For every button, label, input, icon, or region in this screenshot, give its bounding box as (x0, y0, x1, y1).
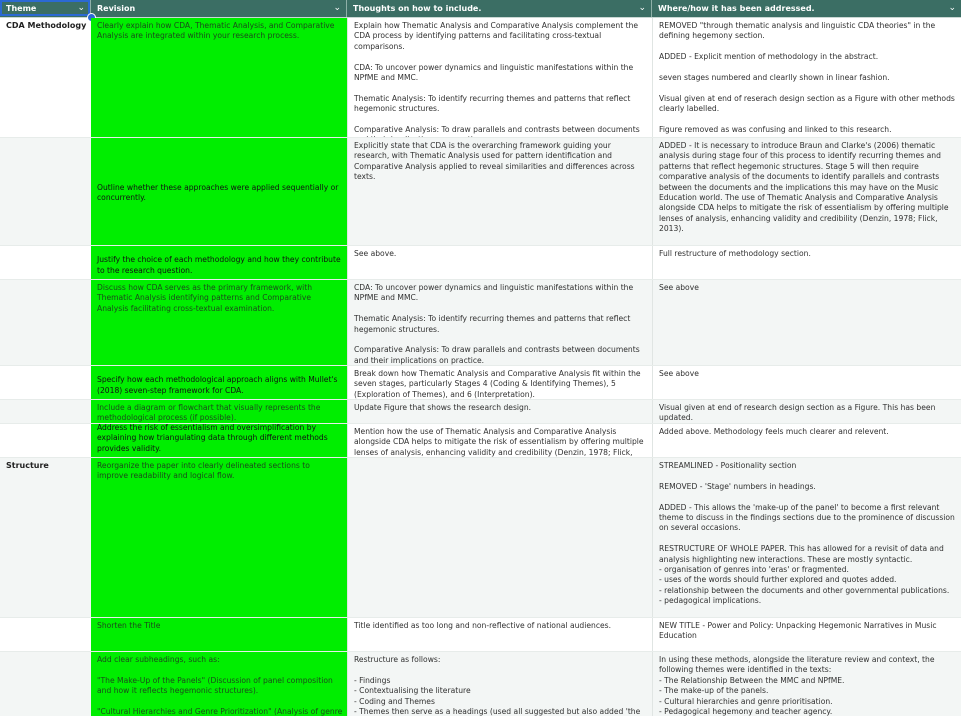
header-revision-label: Revision (97, 4, 136, 13)
table-row (0, 652, 961, 716)
revision-cell[interactable] (91, 400, 347, 423)
thoughts-cell[interactable]: See above. (347, 246, 652, 279)
revision-text: Clearly explain how CDA, Thematic Analysis, and Comparative Analysis are integrated within your research process. (97, 21, 335, 41)
theme-cell[interactable] (0, 652, 91, 716)
header-where[interactable] (652, 0, 961, 17)
revision-text: Reorganize the paper into clearly delineated sections to improve readability and logical flow. (97, 461, 310, 481)
header-theme-label: Theme (6, 4, 37, 13)
theme-cell[interactable] (0, 246, 91, 279)
revision-cell[interactable] (91, 18, 347, 137)
table-row (0, 400, 961, 424)
where-cell[interactable]: In using these methods, alongside the literature review and context, the following themes were identified in the texts: - The Relationship Between the MMC and NPfME. - The make-up of the panels. - Cultural hierarchies and genre prioritisation. - Pedagogical hegemony and teacher agency. (652, 652, 961, 716)
theme-cell[interactable]: CDA Methodology (6, 21, 87, 30)
thoughts-cell[interactable]: Break down how Thematic Analysis and Comparative Analysis fit within the seven stages, particularly Stages 4 (Coding & Identifying Themes), 5 (Exploration of Themes), and 6 (Interpretation). (347, 366, 652, 399)
revision-text: Add clear subheadings, such as: "The Make-Up of the Panels" (Discussion of panel composition and how it reflects hegemonic structures). "Cultural Hierarchies and Genre Prioritization" (Analysis of genre (97, 655, 343, 716)
table-row (0, 246, 961, 280)
revision-cell[interactable] (91, 366, 347, 399)
chevron-down-icon[interactable]: ⌄ (77, 3, 85, 13)
revision-cell[interactable] (91, 618, 347, 651)
revision-text: Justify the choice of each methodology and how they contribute to the research question. (97, 255, 341, 275)
thoughts-cell[interactable]: Explicitly state that CDA is the overarching framework guiding your research, with Thematic Analysis used for pattern identification and Comparative Analysis applied to reveal similarities and differences across texts. (347, 138, 652, 245)
revision-cell[interactable] (91, 424, 347, 457)
table-row (0, 138, 961, 246)
thoughts-cell[interactable]: Update Figure that shows the research design. (347, 400, 652, 423)
theme-cell[interactable] (0, 400, 91, 423)
table-row (0, 458, 961, 618)
revision-cell[interactable] (91, 280, 347, 365)
revision-text: Discuss how CDA serves as the primary framework, with Thematic Analysis identifying patterns and Comparative Analysis facilitating cross-textual examination. (97, 283, 313, 313)
thoughts-cell[interactable]: Title identified as too long and non-reflective of national audiences. (347, 618, 652, 651)
where-cell[interactable]: Full restructure of methodology section. (652, 246, 961, 279)
where-cell[interactable]: See above (652, 366, 961, 399)
where-cell[interactable]: STREAMLINED - Positionality section REMOVED - 'Stage' numbers in headings. ADDED - This allows the 'make-up of the panel' to become a first relevant theme to discuss in the findings sections due to the prominence of discussion on several occasions. RESTRUCTURE OF WHOLE PAPER. This has allowed for a revisit of data and analysis highlighting new interactions. These are mostly syntactic. - organisation of genres into 'eras' or fragmented. - uses of the words should further explored and quotes added. - relationship between the documents and other governmental publications. - pedagogical implications. (652, 458, 961, 617)
active-cell-selection (0, 0, 90, 16)
table-row (0, 18, 961, 138)
chevron-down-icon[interactable]: ⌄ (948, 3, 956, 13)
theme-cell[interactable] (0, 618, 91, 651)
revision-text: Address the risk of essentialism and oversimplification by explaining how triangulating data through different methods provides validity. (97, 424, 328, 453)
revision-cell[interactable] (91, 138, 347, 245)
table-row (0, 280, 961, 366)
chevron-down-icon[interactable]: ⌄ (333, 3, 341, 13)
table-row (0, 618, 961, 652)
thoughts-cell[interactable]: Explain how Thematic Analysis and Comparative Analysis complement the CDA process by identifying patterns and facilitating cross-textual comparisons. CDA: To uncover power dynamics and linguistic manifestations within the NPfME and MMC. Thematic Analysis: To identify recurring themes and patterns that reflect hegemonic structures. Comparative Analysis: To draw parallels and contrasts between documents (347, 18, 652, 137)
column-header-row (0, 0, 961, 18)
header-thoughts[interactable] (347, 0, 652, 17)
theme-cell[interactable] (0, 366, 91, 399)
header-thoughts-label: Thoughts on how to include. (353, 4, 482, 13)
where-cell[interactable]: NEW TITLE - Power and Policy: Unpacking Hegemonic Narratives in Music Education (652, 618, 961, 651)
where-cell[interactable]: Added above. Methodology feels much clearer and relevent. (652, 424, 961, 457)
theme-cell[interactable] (0, 138, 91, 245)
theme-cell[interactable] (0, 280, 91, 365)
where-cell[interactable]: See above (652, 280, 961, 365)
revision-text: Outline whether these approaches were applied sequentially or concurrently. (97, 182, 339, 202)
table-row (0, 424, 961, 458)
table-row (0, 366, 961, 400)
chevron-down-icon[interactable]: ⌄ (638, 3, 646, 13)
header-revision[interactable] (91, 0, 347, 17)
thoughts-cell[interactable] (347, 458, 652, 617)
theme-cell[interactable] (0, 424, 91, 457)
revision-text: Include a diagram or flowchart that visually represents the methodological process (if possible). (97, 403, 321, 423)
where-cell[interactable]: ADDED - It is necessary to introduce Braun and Clarke's (2006) thematic analysis during stage four of this process to identify recurring themes and patterns that reflect hegemonic structures. Stage 5 will then require comparative analysis of the documents to identify parallels and contrasts between the documents and the implications this may have on the Music Education world. The use of Thematic Analysis and Comparative Analysis alongside CDA helps to mitigate the risk of essentialism by offering multiple lenses of analysis, enhancing validity and credibility (Denzin, 1978; Flick, 2013). (652, 138, 961, 245)
thoughts-cell[interactable]: CDA: To uncover power dynamics and linguistic manifestations within the NPfME and MMC. Thematic Analysis: To identify recurring themes and patterns that reflect hegemonic structures. Comparative Analysis: To draw parallels and contrasts between documents and their implications on practice. (347, 280, 652, 365)
revision-cell[interactable] (91, 652, 347, 716)
thoughts-cell[interactable]: Mention how the use of Thematic Analysis and Comparative Analysis alongside CDA helps to mitigate the risk of essentialism by offering multiple lenses of analysis, enhancing validity and credibility (Denzin, 1978; Flick, (347, 424, 652, 457)
theme-cell[interactable]: Structure (6, 461, 49, 470)
header-where-label: Where/how it has been addressed. (658, 4, 815, 13)
revision-text: Specify how each methodological approach aligns with Mullet's (2018) seven-step framework for CDA. (97, 375, 338, 395)
where-cell[interactable]: REMOVED "through thematic analysis and linguistic CDA theories" in the defining hegemony section. ADDED - Explicit mention of methodology in the abstract. seven stages numbered and clearlly shown in linear fashion. Visual given at end of reserach design section as a Figure with other methods clearly labelled. Figure removed as was confusing and linked to this research. (652, 18, 961, 137)
revision-text: Shorten the Title (97, 621, 161, 630)
thoughts-cell[interactable]: Restructure as follows: - Findings - Contextualising the literature - Coding and Themes - Themes then serve as a headings (used all suggested but also added 'the (347, 652, 652, 716)
revision-cell[interactable] (91, 458, 347, 617)
where-cell[interactable]: Visual given at end of research design section as a Figure. This has been updated. (652, 400, 961, 423)
revision-cell[interactable] (91, 246, 347, 279)
